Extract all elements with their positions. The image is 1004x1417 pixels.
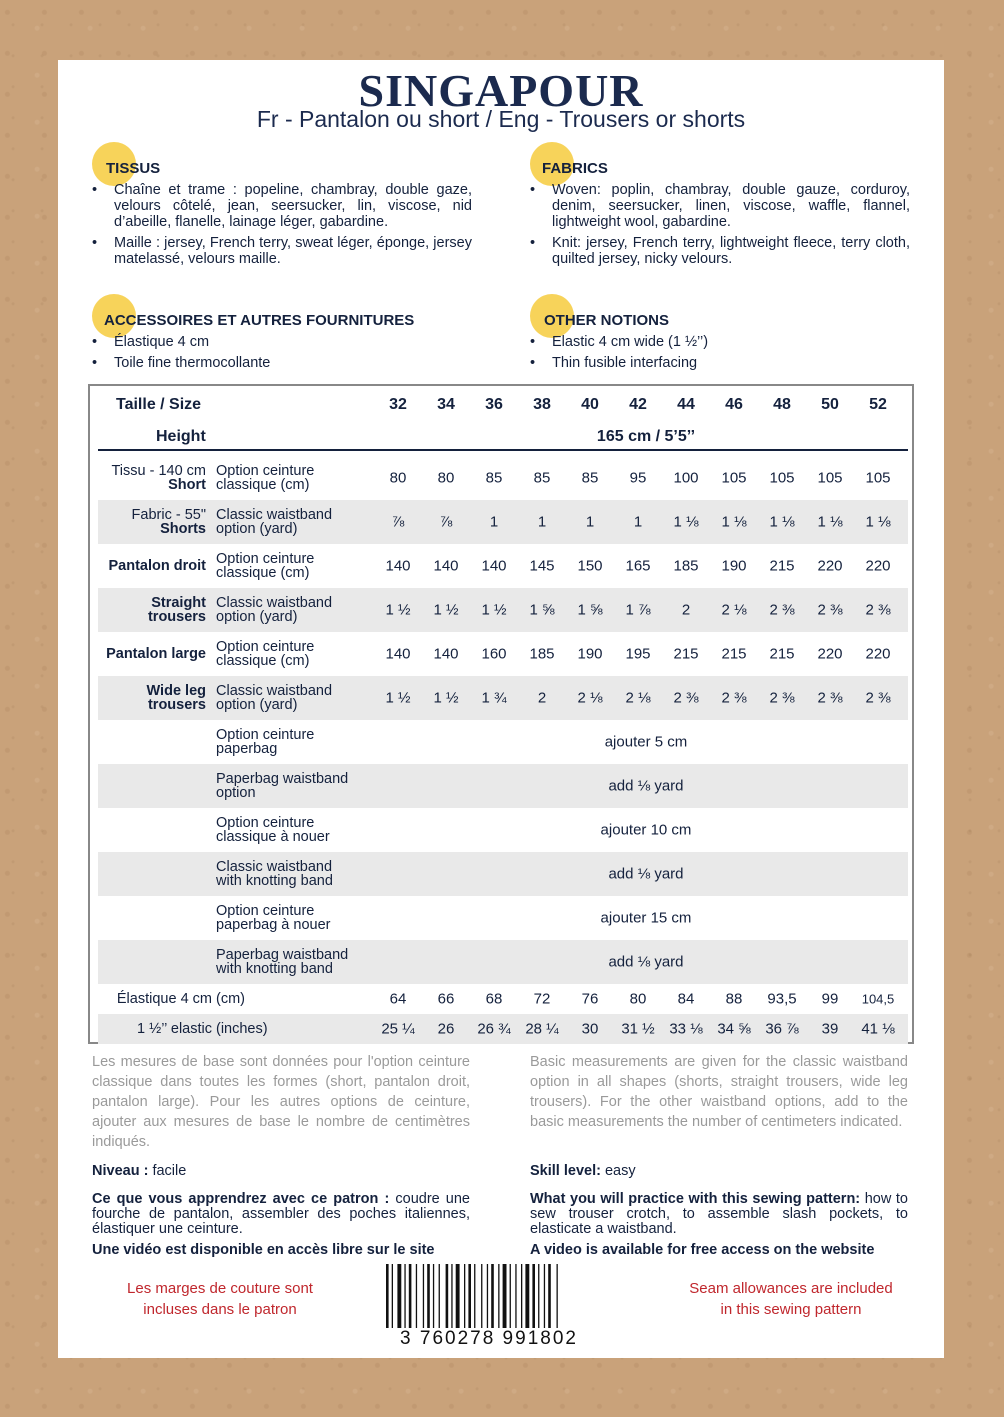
table-cell: 100 (673, 469, 699, 487)
row-option-line1: Paperbag waistband (216, 947, 349, 963)
table-cell: 1 ½ (433, 601, 459, 619)
size-header-cell: 34 (437, 396, 455, 413)
row-label (98, 647, 206, 661)
table-cell: 220 (817, 645, 843, 663)
row-option-line1: Classic waistband (216, 683, 333, 699)
size-header-label: Taille / Size (116, 396, 202, 413)
table-cell: 25 ¼ (381, 1020, 415, 1038)
table-cell: 220 (817, 557, 843, 575)
video-en (530, 1243, 908, 1258)
row-option-line2: classique (cm) (216, 653, 310, 669)
table-cell: 88 (725, 990, 743, 1008)
section-title-notions: OTHER NOTIONS (544, 312, 670, 329)
size-header-cell: 38 (533, 396, 551, 413)
table-cell: 1 ½ (433, 689, 459, 707)
learn-en (530, 1192, 908, 1237)
table-cell: 93,5 (767, 990, 797, 1008)
table-cell: 80 (629, 990, 647, 1008)
row-option-line1: Classic waistband (216, 595, 333, 611)
row-option-line1: Paperbag waistband (216, 771, 349, 787)
note-en: Basic measurements are given for the classic waistband option in all shapes (shorts, straight trousers, wide leg trousers). For the other waistband options, add to the basic measurements the number of centimeters indicated. (530, 1054, 908, 1130)
seam-en-line1: Seam allowances are included (689, 1280, 893, 1297)
table-cell: 190 (721, 557, 747, 575)
size-table (88, 384, 914, 1044)
row-label (98, 508, 206, 536)
table-cell: 64 (389, 990, 407, 1008)
table-cell: 1 ½ (385, 601, 411, 619)
table-cell-span: add ⅛ yard (608, 865, 684, 883)
table-cell: 1 ⅛ (817, 513, 843, 531)
learn-fr (92, 1192, 470, 1237)
table-row (98, 720, 908, 764)
table-cell: ⅞ (391, 513, 405, 531)
list-item: • Toile fine thermocollante (92, 355, 472, 371)
level-en-label: Skill level: (530, 1163, 601, 1179)
section-title-tissus: TISSUS (106, 160, 161, 177)
size-header-cell: 40 (581, 396, 599, 413)
table-cell: 1 ⅝ (577, 601, 603, 619)
table-cell: 2 ⅛ (721, 601, 747, 619)
table-cell: 1 ⅛ (721, 513, 747, 531)
row-label: Élastique 4 cm (116, 991, 212, 1007)
table-cell-span: add ⅛ yard (608, 777, 684, 795)
table-cell-span: add ⅛ yard (608, 953, 684, 971)
table-cell: 2 (681, 601, 691, 619)
row-option (216, 508, 366, 536)
list-item: • Élastique 4 cm (92, 334, 472, 350)
table-row (98, 764, 908, 808)
size-header-cell: 50 (821, 396, 839, 413)
level-en-value: easy (604, 1163, 636, 1179)
page-subtitle: Fr - Pantalon ou short / Eng - Trousers or shorts (256, 106, 746, 132)
table-cell: 2 ⅛ (577, 689, 603, 707)
row-option-line1: Classic waistband (216, 859, 333, 875)
table-cell: 2 ⅜ (865, 601, 891, 619)
table-cell: 2 ⅜ (769, 689, 795, 707)
table-cell: 30 (581, 1020, 599, 1038)
row-label-bold: Pantalon droit (108, 558, 206, 574)
table-cell: 80 (437, 469, 455, 487)
row-label-bold: Short (168, 477, 206, 493)
table-row (98, 896, 908, 940)
row-option (216, 948, 366, 976)
seam-en-line2: in this sewing pattern (720, 1301, 862, 1318)
table-cell: 105 (865, 469, 891, 487)
table-row (98, 852, 908, 896)
level-fr-value: facile (152, 1163, 187, 1179)
row-label (98, 464, 206, 492)
video-fr-text: Une vidéo est disponible en accès libre sur le site (92, 1242, 435, 1258)
tissus-list (92, 182, 472, 272)
table-cell: 1 ⅝ (529, 601, 555, 619)
row-option (216, 684, 366, 712)
table-cell: 1 ½ (385, 689, 411, 707)
row-option (216, 816, 366, 844)
size-header-cell: 42 (629, 396, 647, 413)
table-row (98, 676, 908, 720)
row-option (216, 596, 366, 624)
list-item: • Knit: jersey, French terry, lightweight fleece, terry cloth, quilted jersey, nicky velours. (530, 235, 910, 267)
table-cell: 2 ⅜ (673, 689, 699, 707)
table-row (98, 632, 908, 676)
table-cell: 85 (533, 469, 551, 487)
row-option-line1: Option ceinture (216, 903, 315, 919)
size-header-cell: 36 (485, 396, 503, 413)
table-cell: 2 ⅛ (625, 689, 651, 707)
table-cell: 33 ⅛ (669, 1020, 703, 1038)
page-title: SINGAPOUR (358, 65, 644, 116)
learn-fr-label: Ce que vous apprendrez avec ce patron : (92, 1191, 390, 1207)
table-cell: 2 ⅜ (817, 601, 843, 619)
section-title-accessoires: ACCESSOIRES ET AUTRES FOURNITURES (104, 312, 415, 329)
table-cell: 185 (673, 557, 699, 575)
row-label (98, 684, 206, 712)
table-row (98, 940, 908, 984)
height-label: Height (156, 428, 206, 445)
table-cell: 1 ½ (481, 601, 507, 619)
table-cell: 95 (629, 469, 647, 487)
table-cell: 140 (481, 557, 507, 575)
table-cell: 41 ⅛ (861, 1020, 895, 1038)
seam-note-en (671, 1278, 911, 1320)
row-label-text: Tissu - 140 cm (111, 463, 206, 479)
row-option-line2: classique (cm) (216, 477, 310, 493)
notions-list (530, 334, 910, 376)
row-option (216, 904, 366, 932)
row-option (216, 728, 366, 756)
table-cell: 99 (821, 990, 839, 1008)
table-cell: 66 (437, 990, 455, 1008)
row-option-line1: Option ceinture (216, 727, 315, 743)
row-option-line1: Classic waistband (216, 507, 333, 523)
table-cell: 2 ⅜ (721, 689, 747, 707)
row-option-line2: with knotting band (216, 873, 333, 889)
table-cell: 1 ⅛ (865, 513, 891, 531)
table-cell: 34 ⅝ (717, 1020, 751, 1038)
table-cell: 1 ⅛ (673, 513, 699, 531)
height-value: 165 cm / 5’5’’ (596, 428, 696, 445)
table-row (98, 588, 908, 632)
row-option-line1: Option ceinture (216, 639, 315, 655)
barcode-icon (384, 1264, 594, 1328)
row-option (216, 860, 366, 888)
table-cell: 1 (489, 513, 499, 531)
level-en (530, 1164, 908, 1179)
table-cell: 215 (769, 645, 795, 663)
table-cell: 68 (485, 990, 503, 1008)
row-option-line2: paperbag (216, 741, 278, 757)
row-option (216, 640, 366, 668)
table-cell: 1 ⅛ (769, 513, 795, 531)
video-fr (92, 1243, 470, 1258)
table-cell: 1 (585, 513, 595, 531)
table-cell: 215 (673, 645, 699, 663)
row-option-line1: Option ceinture (216, 463, 315, 479)
row-label-bold: Pantalon large (106, 646, 206, 662)
table-cell: 215 (721, 645, 747, 663)
size-header-cell: 44 (677, 396, 695, 413)
table-cell: 220 (865, 645, 891, 663)
table-cell: 140 (385, 645, 411, 663)
table-cell: 72 (533, 990, 551, 1008)
row-option-line2: option (yard) (216, 697, 298, 713)
table-cell-span: ajouter 15 cm (600, 909, 692, 927)
row-option-line1: Option ceinture (216, 815, 315, 831)
table-cell: 1 ⅞ (625, 601, 651, 619)
fabrics-list (530, 182, 910, 272)
table-cell: 140 (385, 557, 411, 575)
height-row (98, 428, 906, 450)
table-cell: 105 (769, 469, 795, 487)
table-cell: 36 ⅞ (765, 1020, 799, 1038)
row-option-line2: classique à nouer (216, 829, 330, 845)
table-cell: 215 (769, 557, 795, 575)
row-label (98, 596, 206, 624)
table-cell: 160 (481, 645, 507, 663)
table-cell: 105 (721, 469, 747, 487)
learn-en-label: What you will practice with this sewing pattern: (530, 1191, 861, 1207)
table-cell: 140 (433, 557, 459, 575)
table-cell: 1 (537, 513, 547, 531)
table-cell: 145 (529, 557, 555, 575)
row-option-line2: option (yard) (216, 521, 298, 537)
list-item: • Thin fusible interfacing (530, 355, 910, 371)
table-cell: 140 (433, 645, 459, 663)
size-header-cell: 32 (389, 396, 407, 413)
table-cell: 76 (581, 990, 599, 1008)
size-header-cell: 52 (869, 396, 887, 413)
table-row (98, 808, 908, 852)
table-cell: 80 (389, 469, 407, 487)
section-title-fabrics: FABRICS (542, 160, 608, 177)
row-option-line1: Option ceinture (216, 551, 315, 567)
size-header-row (98, 396, 906, 418)
row-option (216, 464, 366, 492)
table-cell: 104,5 (861, 991, 895, 1007)
row-unit: (inches) (216, 1021, 268, 1037)
table-cell-span: ajouter 5 cm (604, 733, 688, 751)
seam-fr-line2: incluses dans le patron (143, 1301, 297, 1318)
table-cell: 2 ⅜ (817, 689, 843, 707)
header-divider (98, 449, 908, 451)
table-cell-span: ajouter 10 cm (600, 821, 692, 839)
learn-fr-value: coudre une fourche de pantalon, assembler des poches italiennes, élastiquer une ceinture. (92, 1191, 470, 1237)
table-cell: 84 (677, 990, 695, 1008)
table-row (98, 456, 908, 500)
accessoires-list (92, 334, 472, 376)
table-cell: 85 (485, 469, 503, 487)
row-option (216, 772, 366, 800)
row-label (98, 559, 206, 573)
table-row (98, 1014, 908, 1044)
row-option-line2: with knotting band (216, 961, 333, 977)
table-row (98, 500, 908, 544)
table-cell: 185 (529, 645, 555, 663)
seam-note-fr (100, 1278, 340, 1320)
table-cell: 26 ¾ (477, 1020, 511, 1038)
list-item: • Chaîne et trame : popeline, chambray, double gaze, velours côtelé, jean, seersucker, lin, viscose, nid d’abeille, flanelle, lainage léger, gabardine. (92, 182, 472, 230)
row-label-bold: Wide leg trousers (146, 683, 206, 713)
table-cell: 1 (633, 513, 643, 531)
table-cell: 2 ⅜ (769, 601, 795, 619)
seam-fr-line1: Les marges de couture sont (127, 1280, 313, 1297)
row-option-line2: option (yard) (216, 609, 298, 625)
table-cell: 105 (817, 469, 843, 487)
row-option (216, 552, 366, 580)
row-label-text: Fabric - 55" (131, 507, 206, 523)
table-cell: 85 (581, 469, 599, 487)
table-cell: ⅞ (439, 513, 453, 531)
table-cell: 31 ½ (621, 1020, 655, 1038)
table-cell: 39 (821, 1020, 839, 1038)
row-label-bold: Shorts (160, 521, 206, 537)
table-cell: 220 (865, 557, 891, 575)
size-header-cell: 48 (773, 396, 791, 413)
table-cell: 1 ¾ (481, 689, 507, 707)
table-cell: 28 ¼ (525, 1020, 559, 1038)
table-cell: 150 (577, 557, 603, 575)
size-header-cell: 46 (725, 396, 743, 413)
barcode-number: 3 760278 991802 (400, 1328, 578, 1349)
row-label-bold: Straight trousers (147, 595, 206, 625)
list-item: • Woven: poplin, chambray, double gauze, corduroy, denim, seersucker, linen, viscose, waffle, flannel, lightweight wool, gabardine. (530, 182, 910, 230)
row-label: 1 ½’’ elastic (137, 1021, 212, 1037)
list-item: • Maille : jersey, French terry, sweat léger, éponge, jersey matelassé, velours maille. (92, 235, 472, 267)
level-fr-label: Niveau : (92, 1163, 149, 1179)
video-en-text: A video is available for free access on the website (530, 1242, 875, 1258)
note-fr: Les mesures de base sont données pour l'option ceinture classique dans toutes les formes (short, pantalon droit, pantalon large). Pour les autres options de ceinture, ajouter aux mesures de base le nombre de centimètres indiqués. (92, 1054, 470, 1150)
row-option-line2: classique (cm) (216, 565, 310, 581)
table-row (98, 544, 908, 588)
row-option-line2: paperbag à nouer (216, 917, 331, 933)
list-item: • Elastic 4 cm wide (1 ½’’) (530, 334, 910, 350)
table-cell: 195 (625, 645, 651, 663)
table-cell: 190 (577, 645, 603, 663)
pattern-card (58, 60, 944, 1358)
level-fr (92, 1164, 470, 1179)
row-option-line2: option (216, 785, 256, 801)
table-row (98, 984, 908, 1014)
table-cell: 165 (625, 557, 651, 575)
learn-en-value: how to sew trouser crotch, to assemble slash pockets, to elasticate a waistband. (530, 1191, 908, 1237)
table-cell: 2 ⅜ (865, 689, 891, 707)
row-unit: (cm) (216, 991, 245, 1007)
table-cell: 26 (437, 1020, 455, 1038)
table-cell: 2 (537, 689, 547, 707)
